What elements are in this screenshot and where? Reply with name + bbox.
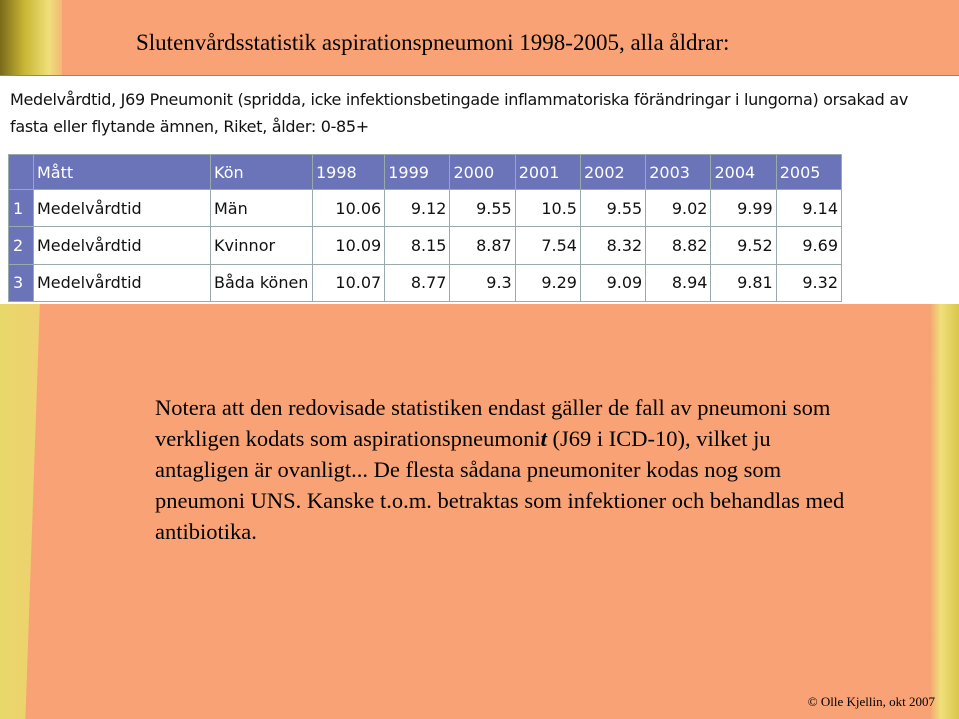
table-row <box>9 227 842 264</box>
table-row <box>9 190 842 227</box>
table-cell: 9.52 <box>711 227 776 264</box>
table-cell: Medelvårdtid <box>34 190 211 227</box>
table-cell: 10.06 <box>313 190 385 227</box>
table-cell: 9.14 <box>776 190 841 227</box>
column-header: 2002 <box>580 155 645 190</box>
row-number-header <box>9 155 34 190</box>
column-header: 2000 <box>450 155 515 190</box>
note-text-part2: (J69 i ICD-10), vilket ju antagligen är ovanligt... De flesta sådana pneumoniter kodas nog som pneumoni UNS. Kanske t.o.m. betraktas som infektioner och behandlas med antibiotika. <box>155 426 845 544</box>
slide-title: Slutenvårdsstatistik aspirationspneumoni 1998-2005, alla åldrar: <box>136 30 730 55</box>
table-cell: Båda könen <box>211 264 313 301</box>
column-header: 1999 <box>385 155 450 190</box>
table-cell: Medelvårdtid <box>34 227 211 264</box>
table-cell: 8.32 <box>580 227 645 264</box>
table-cell: 9.55 <box>580 190 645 227</box>
table-cell: 9.99 <box>711 190 776 227</box>
table-cell: 9.69 <box>776 227 841 264</box>
column-header: Mått <box>34 155 211 190</box>
table-cell: 9.3 <box>450 264 515 301</box>
column-header: 1998 <box>313 155 385 190</box>
table-cell: 9.02 <box>646 190 711 227</box>
table-cell: 8.82 <box>646 227 711 264</box>
table-header-row <box>9 155 842 190</box>
table-cell: 9.55 <box>450 190 515 227</box>
table-cell: Medelvårdtid <box>34 264 211 301</box>
statistics-heading-line2: fasta eller flytande ämnen, Riket, ålder: 0-85+ <box>10 117 369 136</box>
column-header: 2005 <box>776 155 841 190</box>
statistics-table <box>8 154 842 302</box>
statistics-heading-line1: Medelvårdtid, J69 Pneumonit (spridda, icke infektionsbetingade inflammatoriska förändringar i lungorna) orsakad av <box>10 90 908 109</box>
row-number: 2 <box>9 227 34 264</box>
table-cell: 9.81 <box>711 264 776 301</box>
table-cell: Kvinnor <box>211 227 313 264</box>
table-cell: 10.5 <box>515 190 580 227</box>
column-header: Kön <box>211 155 313 190</box>
statistics-screenshot <box>0 75 959 304</box>
copyright-footer: © Olle Kjellin, okt 2007 <box>807 694 935 709</box>
note-paragraph <box>155 392 865 547</box>
table-row <box>9 264 842 301</box>
table-cell: 10.07 <box>313 264 385 301</box>
table-cell: 7.54 <box>515 227 580 264</box>
note-text-emphasis: t <box>540 426 547 451</box>
column-header: 2001 <box>515 155 580 190</box>
table-cell: 8.15 <box>385 227 450 264</box>
table-cell: 8.87 <box>450 227 515 264</box>
table-cell: 9.32 <box>776 264 841 301</box>
row-number: 3 <box>9 264 34 301</box>
table-cell: 8.94 <box>646 264 711 301</box>
table-cell: 9.12 <box>385 190 450 227</box>
table-cell: 9.09 <box>580 264 645 301</box>
table-cell: 9.29 <box>515 264 580 301</box>
row-number: 1 <box>9 190 34 227</box>
table-cell: 8.77 <box>385 264 450 301</box>
column-header: 2004 <box>711 155 776 190</box>
column-header: 2003 <box>646 155 711 190</box>
note-text-part1: Notera att den redovisade statistiken endast gäller de fall av pneumoni som verkligen kodats som aspirationspneumoni <box>155 395 831 451</box>
right-decorative-band <box>929 300 959 719</box>
statistics-heading <box>10 86 940 140</box>
table-cell: 10.09 <box>313 227 385 264</box>
table-cell: Män <box>211 190 313 227</box>
